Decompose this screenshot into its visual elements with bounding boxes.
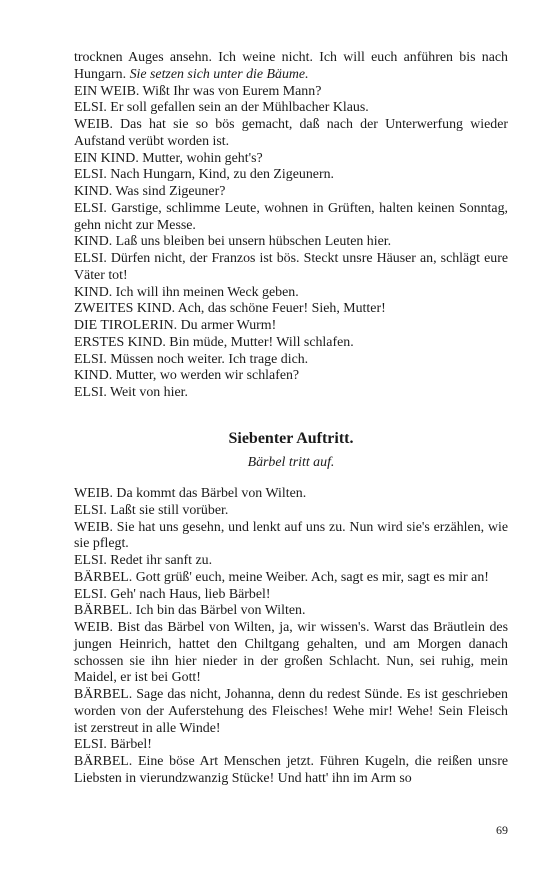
dialogue-line (74, 285, 508, 302)
line-text: trocknen Auges ansehn. Ich weine nicht. Ich will euch anführen bis nach Hungarn. (74, 50, 508, 82)
line-text: EIN KIND. Mutter, wohin geht's? (74, 150, 263, 166)
line-text: KIND. Was sind Zigeuner? (74, 184, 226, 199)
line-text: BÄRBEL. Eine böse Art Menschen jetzt. Führen Kugeln, die reißen unsre Liebsten in vierundzwanzig Stücke! Und hatt' ihn im Arm so (74, 754, 508, 786)
dialogue-line (74, 318, 508, 335)
text-block-bottom (74, 486, 508, 788)
line-text: ELSI. Redet ihr sanft zu. (74, 553, 213, 568)
dialogue-line (74, 503, 508, 520)
line-text: BÄRBEL. Sage das nicht, Johanna, denn du redest Sünde. Es ist geschrieben worden von der Auferstehung des Fleisches! Wehe mir! Wehe! Sein Fleisch ist zerstreut in alle Winde! (74, 687, 508, 736)
dialogue-line (74, 687, 508, 737)
dialogue-line (74, 301, 508, 318)
line-text: WEIB. Das hat sie so bös gemacht, daß nach der Unterwerfung wieder Aufstand verübt worden ist. (74, 117, 508, 149)
dialogue-line (74, 570, 508, 587)
line-text: ELSI. Nach Hungarn, Kind, zu den Zigeunern. (74, 167, 334, 183)
dialogue-line (74, 520, 508, 554)
line-text: EIN WEIB. Wißt Ihr was von Eurem Mann? (74, 83, 322, 99)
line-text: ZWEITES KIND. Ach, das schöne Feuer! Sieh, Mutter! (74, 301, 386, 317)
dialogue-line (74, 201, 508, 235)
dialogue-line (74, 167, 508, 184)
dialogue-line (74, 553, 508, 570)
line-text: BÄRBEL. Gott grüß' euch, meine Weiber. Ach, sagt es mir, sagt es mir an! (74, 569, 489, 585)
dialogue-line (74, 234, 508, 251)
line-text: KIND. Laß uns bleiben bei unsern hübschen Leuten hier. (74, 234, 392, 250)
line-text: ELSI. Bärbel! (74, 737, 152, 753)
line-text: BÄRBEL. Ich bin das Bärbel von Wilten. (74, 603, 306, 619)
line-text: ELSI. Laßt sie still vorüber. (74, 502, 229, 518)
dialogue-line (74, 151, 508, 168)
dialogue-line (74, 50, 508, 84)
line-text: KIND. Ich will ihn meinen Weck geben. (74, 284, 299, 300)
dialogue-line (74, 486, 508, 503)
line-text: ELSI. Garstige, schlimme Leute, wohnen in Grüften, halten keinen Sonntag, gehn nicht zur Messe. (74, 200, 508, 233)
dialogue-line (74, 84, 508, 101)
dialogue-line (74, 620, 508, 687)
dialogue-line (74, 603, 508, 620)
page-number: 69 (496, 823, 508, 837)
dialogue-line (74, 368, 508, 385)
line-text: KIND. Mutter, wo werden wir schlafen? (74, 368, 300, 384)
inline-stage-direction: Sie setzen sich unter die Bäume. (129, 66, 309, 82)
line-text: ELSI. Dürfen nicht, der Franzos ist bös. Steckt unsre Häuser an, schlägt eure Väter tot! (74, 251, 508, 283)
line-text: ELSI. Weit von hier. (74, 385, 188, 400)
dialogue-line (74, 754, 508, 788)
line-text: WEIB. Sie hat uns gesehn, und lenkt auf uns zu. Nun wird sie's erzählen, wie sie pflegt. (74, 519, 508, 552)
line-text: WEIB. Da kommt das Bärbel von Wilten. (74, 486, 307, 501)
line-text: ELSI. Er soll gefallen sein an der Mühlbacher Klaus. (74, 100, 369, 116)
dialogue-line (74, 251, 508, 285)
line-text: ELSI. Geh' nach Haus, lieb Bärbel! (74, 586, 271, 602)
line-text: ELSI. Müssen noch weiter. Ich trage dich. (74, 351, 309, 367)
dialogue-line (74, 335, 508, 352)
scene-heading: Siebenter Auftritt. (228, 430, 354, 447)
line-text: WEIB. Bist das Bärbel von Wilten, ja, wir wissen's. Warst das Bräutlein des jungen Heinrich, hattet den Chiltgang gehalten, und am Morgen danach schossen sie ihn hier nieder in der großen Schlacht. Nun, sei ruhig, mein Maidel, er ist bei Gott! (74, 620, 508, 686)
stage-direction: Bärbel tritt auf. (247, 455, 335, 470)
dialogue-line (74, 117, 508, 151)
dialogue-line (74, 385, 508, 402)
dialogue-line (74, 184, 508, 201)
line-text: DIE TIROLERIN. Du armer Wurm! (74, 318, 277, 333)
dialogue-line (74, 587, 508, 604)
line-text: ERSTES KIND. Bin müde, Mutter! Will schlafen. (74, 334, 354, 350)
dialogue-line (74, 100, 508, 117)
dialogue-line (74, 352, 508, 369)
text-block-top (74, 50, 508, 402)
dialogue-line (74, 737, 508, 754)
